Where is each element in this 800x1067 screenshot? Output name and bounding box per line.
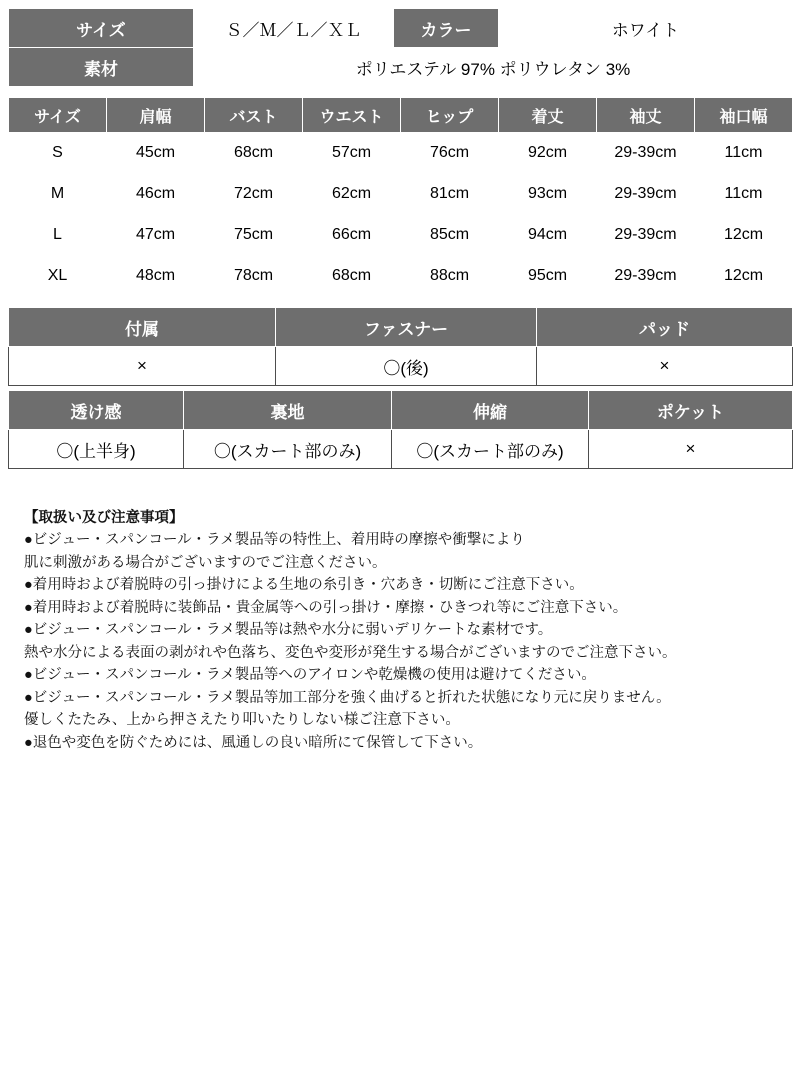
feature-value-pocket: × (589, 430, 793, 469)
size-chart-cell: 11cm (695, 174, 793, 215)
size-chart-cell: 57cm (303, 133, 401, 174)
care-note-line: ●ビジュー・スパンコール・ラメ製品等の特性上、着用時の摩擦や衝撃により (24, 532, 525, 549)
table-row (9, 256, 793, 297)
size-chart-cell: XL (9, 256, 107, 297)
size-chart-cell: 95cm (499, 256, 597, 297)
size-chart-cell: 85cm (401, 215, 499, 256)
spec-value-size: Ｓ／Ｍ／Ｌ／ＸＬ (194, 9, 394, 48)
size-chart-cell: 29-39cm (597, 256, 695, 297)
size-chart-cell: 75cm (205, 215, 303, 256)
feature-value-pad: × (537, 347, 793, 386)
size-chart-cell: 47cm (107, 215, 205, 256)
care-note-line: ●着用時および着脱時の引っ掛けによる生地の糸引き・穴あき・切断にご注意下さい。 (24, 577, 584, 594)
care-notes-title: 【取扱い及び注意事項】 (24, 510, 184, 526)
size-chart-header-cell: サイズ (9, 98, 107, 133)
size-chart-header-cell: 袖丈 (597, 98, 695, 133)
size-chart-cell: 46cm (107, 174, 205, 215)
table-row (9, 391, 793, 430)
size-chart-cell: 62cm (303, 174, 401, 215)
size-chart-cell: 76cm (401, 133, 499, 174)
care-note-line: ●ビジュー・スパンコール・ラメ製品等は熱や水分に弱いデリケートな素材です。 (24, 622, 553, 639)
feature-value-accessory: × (9, 347, 276, 386)
feature-header-lining: 裏地 (184, 391, 392, 430)
table-row (9, 174, 793, 215)
spec-value-material: ポリエステル 97% ポリウレタン 3% (194, 48, 793, 87)
care-note-line: 熱や水分による表面の剥がれや色落ち、変色や変形が発生する場合がございますのでご注意下さい。 (24, 644, 677, 661)
feature-value-lining: 〇(スカート部のみ) (184, 430, 392, 469)
care-note-line: ●着用時および着脱時に装飾品・貴金属等への引っ掛け・摩擦・ひきつれ等にご注意下さい。 (24, 599, 628, 616)
size-chart-cell: 78cm (205, 256, 303, 297)
size-chart-cell: 68cm (205, 133, 303, 174)
size-chart-cell: M (9, 174, 107, 215)
size-chart-cell: 12cm (695, 256, 793, 297)
size-chart-header-row (9, 98, 793, 133)
spec-label-color: カラー (394, 9, 499, 48)
feature-header-accessory: 付属 (9, 308, 276, 347)
size-chart-header-cell: 袖口幅 (695, 98, 793, 133)
table-row (9, 308, 793, 347)
feature-value-stretch: 〇(スカート部のみ) (392, 430, 589, 469)
size-chart-cell: 29-39cm (597, 133, 695, 174)
table-row (9, 347, 793, 386)
feature-header-pad: パッド (537, 308, 793, 347)
table-row (9, 215, 793, 256)
size-chart-cell: 72cm (205, 174, 303, 215)
size-chart-cell: 66cm (303, 215, 401, 256)
feature-header-zipper: ファスナー (276, 308, 537, 347)
care-note-line: ●ビジュー・スパンコール・ラメ製品等へのアイロンや乾燥機の使用は避けてください。 (24, 667, 596, 684)
spec-label-size: サイズ (9, 9, 194, 48)
care-note-line: ●ビジュー・スパンコール・ラメ製品等加工部分を強く曲げると折れた状態になり元に戻りません。 (24, 689, 671, 706)
size-chart-cell: S (9, 133, 107, 174)
size-chart-cell: 11cm (695, 133, 793, 174)
size-chart-cell: 45cm (107, 133, 205, 174)
table-row (9, 48, 793, 87)
size-chart-cell: 68cm (303, 256, 401, 297)
size-chart-header-cell: バスト (205, 98, 303, 133)
size-chart-cell: 12cm (695, 215, 793, 256)
features-table-1 (8, 307, 793, 386)
feature-value-sheerness: 〇(上半身) (9, 430, 184, 469)
care-notes (8, 507, 792, 754)
feature-header-stretch: 伸縮 (392, 391, 589, 430)
size-chart-cell: 93cm (499, 174, 597, 215)
table-row (9, 430, 793, 469)
size-chart-header-cell: ヒップ (401, 98, 499, 133)
size-chart-cell: 92cm (499, 133, 597, 174)
size-chart-table (8, 97, 793, 297)
size-chart-cell: 48cm (107, 256, 205, 297)
care-note-line: ●退色や変色を防ぐためには、風通しの良い暗所にて保管して下さい。 (24, 734, 483, 751)
size-chart-header-cell: 着丈 (499, 98, 597, 133)
feature-value-zipper: 〇(後) (276, 347, 537, 386)
size-chart-header-cell: ウエスト (303, 98, 401, 133)
size-chart-cell: 29-39cm (597, 174, 695, 215)
features-table-2 (8, 390, 793, 469)
table-row (9, 9, 793, 48)
size-chart-cell: L (9, 215, 107, 256)
size-chart-cell: 88cm (401, 256, 499, 297)
size-chart-header-cell: 肩幅 (107, 98, 205, 133)
basic-spec-table (8, 8, 793, 87)
feature-header-pocket: ポケット (589, 391, 793, 430)
size-chart-cell: 94cm (499, 215, 597, 256)
spec-label-material: 素材 (9, 48, 194, 87)
feature-header-sheerness: 透け感 (9, 391, 184, 430)
size-chart-cell: 29-39cm (597, 215, 695, 256)
size-chart-cell: 81cm (401, 174, 499, 215)
care-note-line: 優しくたたみ、上から押さえたり叩いたりしない様ご注意下さい。 (24, 712, 460, 729)
table-row (9, 133, 793, 174)
care-note-line: 肌に刺激がある場合がございますのでご注意ください。 (24, 554, 387, 571)
spec-value-color: ホワイト (499, 9, 793, 48)
